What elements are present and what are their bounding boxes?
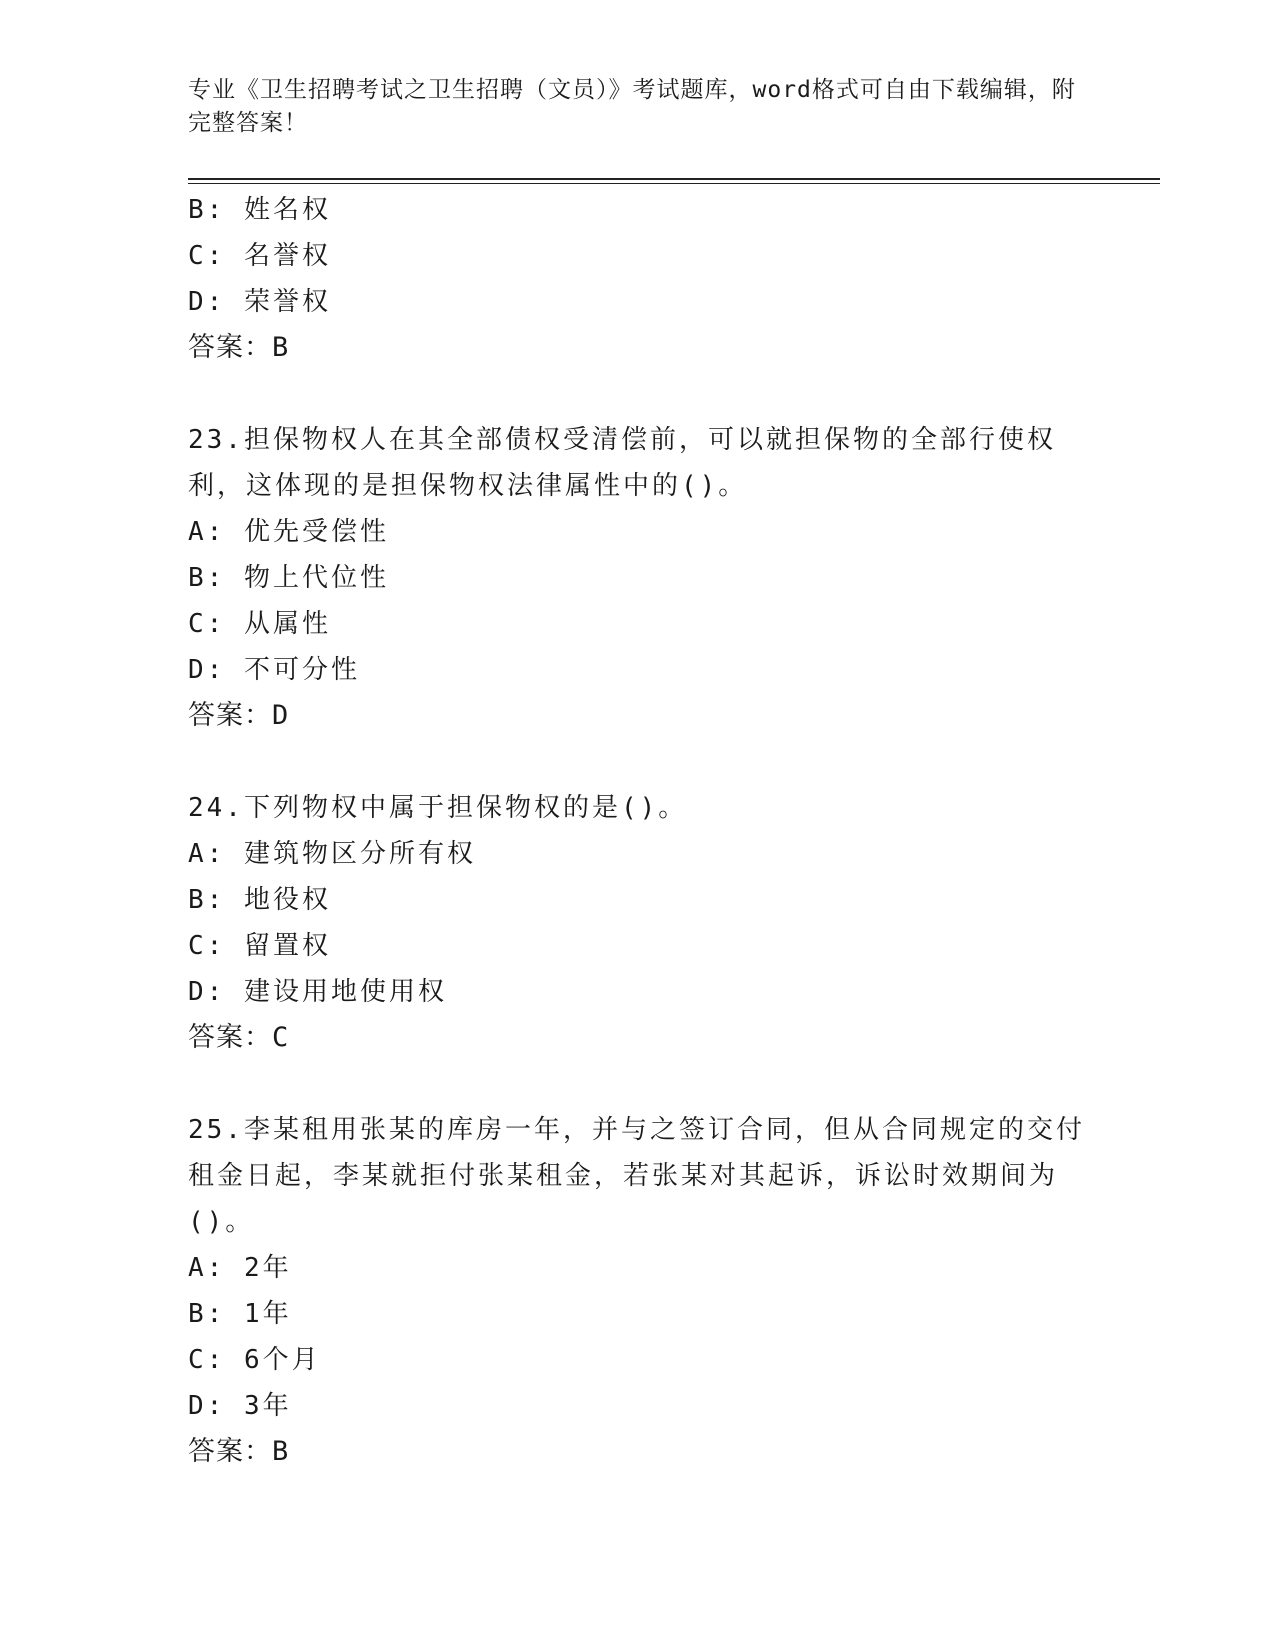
- option-d: D: 不可分性: [188, 655, 360, 685]
- answer-value: B: [272, 1436, 290, 1467]
- header-divider-thick: [188, 178, 1160, 180]
- answer-value: D: [272, 700, 290, 731]
- option-d: D: 3年: [188, 1391, 292, 1421]
- answer-value: C: [272, 1022, 290, 1053]
- option-b: B: 物上代位性: [188, 563, 389, 593]
- option-d: D: 建设用地使用权: [188, 977, 447, 1007]
- answer-value: B: [272, 332, 290, 363]
- question-24: [188, 785, 1088, 1061]
- option-c: C: 留置权: [188, 931, 331, 961]
- question-text: 23.担保物权人在其全部债权受清偿前，可以就担保物的全部行使权利，这体现的是担保物权法律属性中的()。: [188, 425, 1056, 501]
- answer-label: 答案：: [188, 332, 272, 363]
- question-22-tail: [188, 187, 1088, 371]
- answer-label: 答案：: [188, 1022, 272, 1053]
- option-a: A: 优先受偿性: [188, 517, 389, 547]
- question-text: 25.李某租用张某的库房一年，并与之签订合同，但从合同规定的交付租金日起，李某就拒付张某租金，若张某对其起诉，诉讼时效期间为()。: [188, 1115, 1085, 1237]
- question-content: [188, 187, 1088, 1475]
- option-a: A: 建筑物区分所有权: [188, 839, 476, 869]
- answer-label: 答案：: [188, 700, 272, 731]
- option-c: C: 从属性: [188, 609, 331, 639]
- answer-line: [188, 325, 1088, 371]
- answer-line: [188, 693, 1088, 739]
- header-divider-thin: [188, 183, 1160, 184]
- option-d: D: 荣誉权: [188, 287, 331, 317]
- document-header: 专业《卫生招聘考试之卫生招聘（文员）》考试题库，word格式可自由下载编辑，附完整答案！: [188, 77, 1076, 136]
- option-c: C: 名誉权: [188, 241, 331, 271]
- option-c: C: 6个月: [188, 1345, 321, 1375]
- question-25: [188, 1107, 1088, 1475]
- option-b: B: 1年: [188, 1299, 292, 1329]
- answer-line: [188, 1015, 1088, 1061]
- question-text: 24.下列物权中属于担保物权的是()。: [188, 793, 688, 823]
- answer-line: [188, 1429, 1088, 1475]
- option-b: B: 姓名权: [188, 195, 331, 225]
- option-b: B: 地役权: [188, 885, 331, 915]
- option-a: A: 2年: [188, 1253, 292, 1283]
- answer-label: 答案：: [188, 1436, 272, 1467]
- question-23: [188, 417, 1088, 739]
